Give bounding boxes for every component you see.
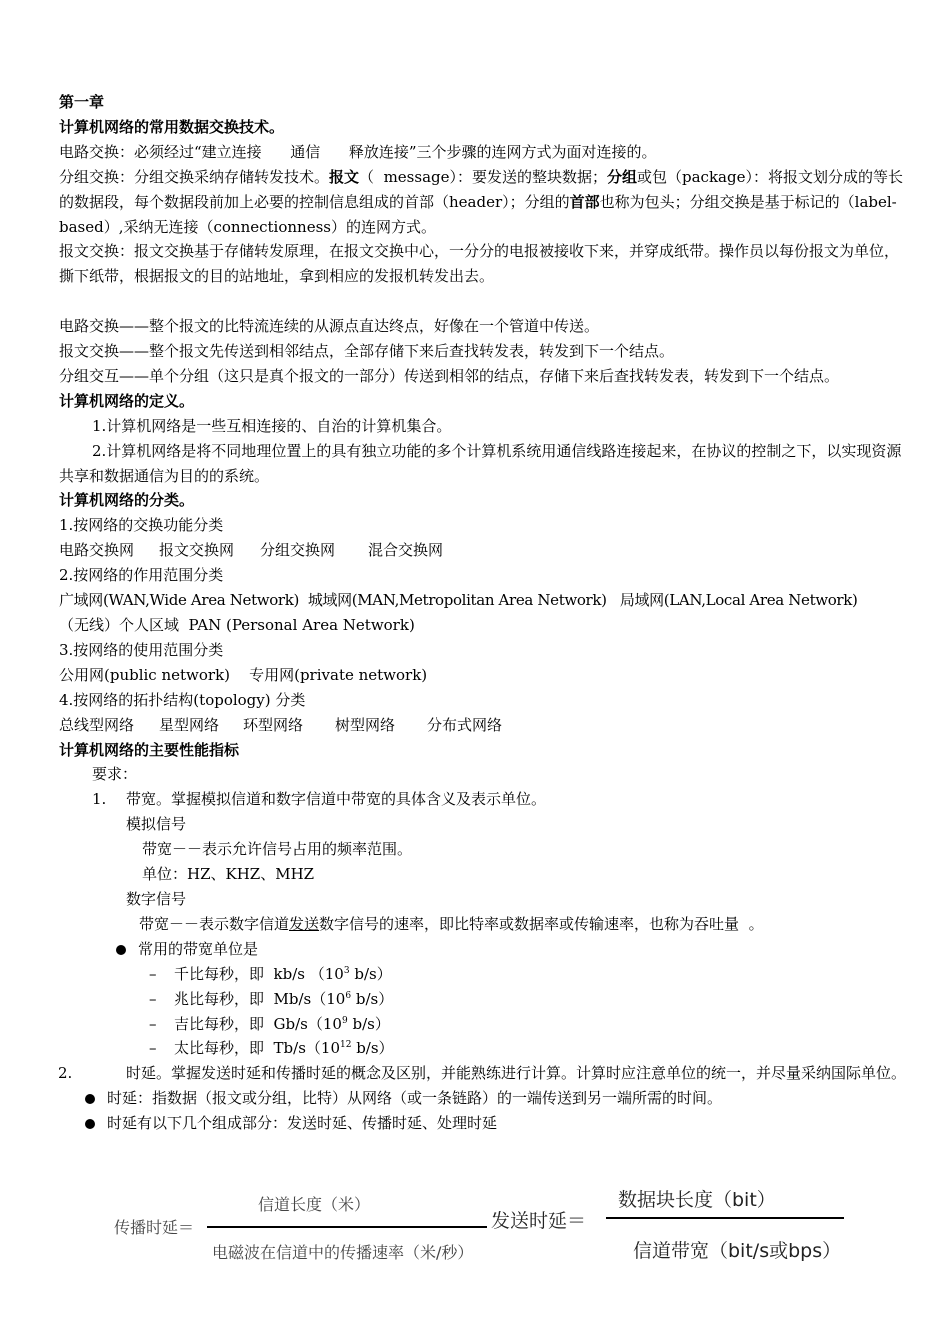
compare-packet: 分组交互——单个分组（这只是真个报文的一部分）传送到相邻的结点，存储下来后查找转发表，转发到下一个结点。 [59, 366, 840, 385]
classification-1-title: 1.按网络的交换功能分类 [59, 516, 224, 535]
section-title-performance: 计算机网络的主要性能指标 [59, 740, 240, 759]
transmission-denominator: 信道带宽（bit/s或bps） [633, 1240, 842, 1262]
requirement-1: 1. 带宽。掌握模拟信道和数字信道中带宽的具体含义及表示单位。 [92, 790, 547, 809]
propagation-denominator: 电磁波在信道中的传播速率（米/秒） [212, 1243, 474, 1262]
list-item: 分组交换网 [260, 541, 336, 560]
analog-signal-label: 模拟信号 [126, 815, 187, 834]
digital-signal-label: 数字信号 [126, 889, 187, 908]
classification-4-title: 4.按网络的拓扑结构(topology) 分类 [59, 690, 306, 709]
list-item: 环型网络 [243, 715, 304, 734]
analog-units: 单位：HZ、KHZ、MHZ [142, 865, 315, 884]
list-item: 电路交换网 [59, 541, 135, 560]
propagation-delay-label: 传播时延＝ [114, 1218, 195, 1237]
unit-item-mb: – 兆比每秒，即 $Mb/s(10^6$ b/s） [149, 989, 394, 1008]
para-packet-switching: 分组交换：分组交换采纳存储转发技术。报文（ message）：要发送的整块数据；分组或包（package）：将报文划分成的等长的数据段，每个数据段前加上必要的控制信息组成的首部（header）；分组的首部也称为包头；分组交换是基于标记的（label-based）,采纳无连接（connectionness）的连网方式。 [59, 167, 903, 236]
classification-2-line2: （无线）个人区域 PAN (Personal Area Network) [59, 616, 415, 635]
digital-bandwidth: 带宽－－表示数字信道发送数字信号的速率，即比特率或数据率或传输速率，也称为吞吐量 。 [139, 914, 764, 933]
list-item: 混合交换网 [368, 541, 444, 560]
classification-3-title: 3.按网络的使用范围分类 [59, 640, 224, 659]
compare-circuit: 电路交换——整个报文的比特流连续的从源点直达终点，好像在一个管道中传送。 [59, 317, 600, 336]
section-title-switching: 计算机网络的常用数据交换技术。 [59, 117, 285, 136]
classification-2-line1: 广域网(WAN,Wide Area Network) 城域网(MAN,Metropolitan Area Network) 局域网(LAN,Local Area Network) [59, 591, 858, 610]
delay-components: 时延有以下几个组成部分：发送时延、传播时延、处理时延 [59, 1111, 907, 1136]
list-item: 报文交换网 [159, 541, 235, 560]
requirements-label: 要求： [92, 765, 138, 784]
classification-3-line: 公用网(public network) 专用网(private network) [59, 665, 428, 684]
definition-2: 2.计算机网络是将不同地理位置上的具有独立功能的多个计算机系统用通信线路连接起来，在协议的控制之下，以实现资源共享和数据通信为目的的系统。 [59, 441, 902, 485]
classification-2-title: 2.按网络的作用范围分类 [59, 566, 224, 585]
para-circuit-switching: 电路交换：必须经过“建立连接 通信 释放连接”三个步骤的连网方式为面对连接的。 [59, 142, 657, 161]
delay-definition: 时延：指数据（报文或分组，比特）从网络（或一条链路）的一端传送到另一端所需的时间。 [59, 1086, 907, 1111]
analog-bandwidth: 带宽－－表示允许信号占用的频率范围。 [142, 840, 413, 859]
section-title-classification: 计算机网络的分类。 [59, 491, 195, 510]
transmission-delay-label: 发送时延＝ [491, 1210, 587, 1232]
unit-item-tb: – 太比每秒，即 $Tb/s(10^{12}$ b/s） [149, 1039, 394, 1058]
bandwidth-units-title: 常用的带宽单位是 [59, 937, 907, 962]
unit-item-kb: – 千比每秒，即 kb/s （$10^3$ b/s） [149, 964, 392, 983]
fraction-bar [207, 1226, 487, 1228]
list-item: 分布式网络 [427, 715, 503, 734]
chapter-heading: 第一章 [59, 93, 105, 111]
section-title-definition: 计算机网络的定义。 [59, 391, 195, 410]
unit-item-gb: – 吉比每秒，即 $Gb/s(10^9$ b/s） [149, 1014, 390, 1033]
propagation-numerator: 信道长度（米） [258, 1195, 371, 1214]
definition-1: 1.计算机网络是一些互相连接的、自治的计算机集合。 [92, 416, 452, 435]
list-item: 总线型网络 [59, 715, 135, 734]
transmission-numerator: 数据块长度（bit） [618, 1189, 776, 1211]
requirement-2: 2. 时延。掌握发送时延和传播时延的概念及区别，并能熟练进行计算。计算时应注意单位的统一，并尽量采纳国际单位。 [58, 1064, 907, 1083]
compare-message: 报文交换——整个报文先传送到相邻结点，全部存储下来后查找转发表，转发到下一个结点。 [59, 342, 675, 361]
fraction-bar [606, 1217, 844, 1219]
list-item: 星型网络 [159, 715, 220, 734]
list-item: 树型网络 [335, 715, 396, 734]
para-message-switching: 报文交换：报文交换基于存储转发原理，在报文交换中心，一分分的电报被接收下来，并穿成纸带。操作员以每份报文为单位，撕下纸带，根据报文的目的站地址，拿到相应的发报机转发出去。 [59, 242, 900, 286]
